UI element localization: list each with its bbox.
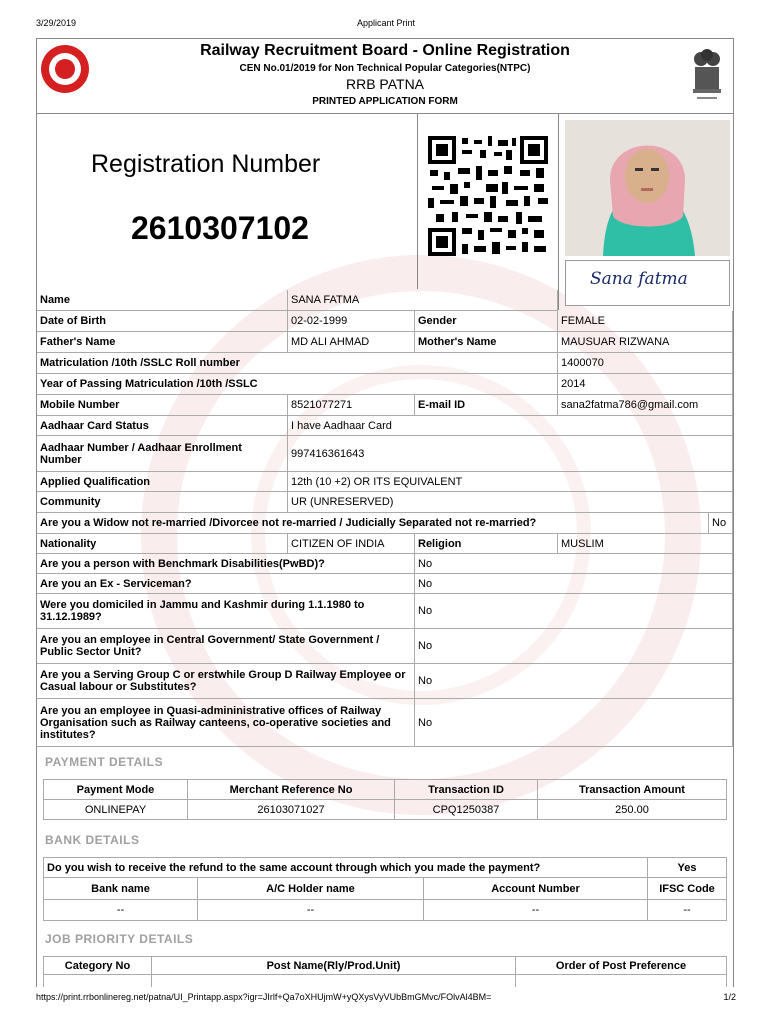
value-aadhaar-number: 997416361643 — [288, 436, 733, 472]
value-roll: 1400070 — [558, 353, 733, 374]
value-gender: FEMALE — [558, 311, 733, 332]
value-community: UR (UNRESERVED) — [288, 492, 733, 513]
photo-box — [558, 114, 734, 310]
value-qualification: 12th (10 +2) OR ITS EQUIVALENT — [288, 472, 733, 492]
bank-name-value: -- — [43, 899, 198, 921]
value-govt-employee: No — [415, 629, 733, 664]
label-widow: Are you a Widow not re-married /Divorcee not re-married / Judicially Separated not re-married? — [37, 513, 709, 534]
label-railway-employee: Are you a Serving Group C or erstwhile Group D Railway Employee or Casual labour or Substitutes? — [37, 664, 415, 699]
label-religion: Religion — [415, 534, 558, 554]
payment-amount: 250.00 — [537, 799, 727, 820]
cen-subtitle: CEN No.01/2019 for Non Technical Popular Categories(NTPC) — [239, 63, 531, 74]
label-govt-employee: Are you an employee in Central Government/ State Government / Public Sector Unit? — [37, 629, 415, 664]
job-row-category — [43, 974, 152, 987]
payment-mode: ONLINEPAY — [43, 799, 188, 820]
value-dob: 02-02-1999 — [288, 311, 415, 332]
label-father: Father's Name — [37, 332, 288, 353]
value-name: SANA FATMA — [288, 290, 558, 311]
label-name: Name — [37, 290, 288, 311]
form-name: PRINTED APPLICATION FORM — [312, 96, 458, 107]
label-community: Community — [37, 492, 288, 513]
value-religion: MUSLIM — [558, 534, 733, 554]
bank-header-holder: A/C Holder name — [197, 877, 424, 900]
value-jk-domicile: No — [415, 594, 733, 629]
value-exserviceman: No — [415, 574, 733, 594]
registration-box — [37, 114, 418, 289]
label-nationality: Nationality — [37, 534, 288, 554]
board-name: RRB PATNA — [345, 76, 425, 92]
value-nationality: CITIZEN OF INDIA — [288, 534, 415, 554]
print-date: 3/29/2019 — [36, 18, 77, 28]
print-footer — [36, 992, 736, 1002]
value-passing-year: 2014 — [558, 374, 733, 395]
form-header — [37, 39, 733, 114]
bank-refund-answer: Yes — [647, 857, 727, 878]
label-jk-domicile: Were you domiciled in Jammu and Kashmir during 1.1.1980 to 31.12.1989? — [37, 594, 415, 629]
label-dob: Date of Birth — [37, 311, 288, 332]
value-widow: No — [709, 513, 733, 534]
bank-refund-question: Do you wish to receive the refund to the same account through which you made the payment? — [43, 857, 648, 878]
print-url[interactable]: https://print.rrbonlinereg.net/patna/UI_Printapp.aspx?igr=JIrlf+Qa7oXHUjmW+yQXysVyVUbBmGMvc/FOlvAl4BM= — [36, 992, 492, 1002]
job-header-post-name: Post Name(Rly/Prod.Unit) — [151, 956, 516, 975]
value-aadhaar-status: I have Aadhaar Card — [288, 416, 733, 436]
label-aadhaar-status: Aadhaar Card Status — [37, 416, 288, 436]
bank-ifsc-value: -- — [647, 899, 727, 921]
job-header-preference: Order of Post Preference — [515, 956, 727, 975]
bank-header-name: Bank name — [43, 877, 198, 900]
value-father: MD ALI AHMAD — [288, 332, 415, 353]
registration-number: 2610307102 — [131, 210, 309, 246]
bank-account-value: -- — [423, 899, 648, 921]
applicant-signature: Sana fatma — [590, 269, 688, 289]
job-row-post-name — [151, 974, 516, 987]
payment-section-title: PAYMENT DETAILS — [45, 755, 163, 769]
job-header-category: Category No — [43, 956, 152, 975]
payment-header-transaction-id: Transaction ID — [394, 779, 538, 800]
value-mobile: 8521077271 — [288, 395, 415, 416]
payment-header-amount: Transaction Amount — [537, 779, 727, 800]
payment-merchant-ref: 26103071027 — [187, 799, 395, 820]
label-passing-year: Year of Passing Matriculation /10th /SSLC — [37, 374, 558, 395]
bank-holder-value: -- — [197, 899, 424, 921]
value-mother: MAUSUAR RIZWANA — [558, 332, 733, 353]
value-quasi-employee: No — [415, 699, 733, 747]
bank-header-ifsc: IFSC Code — [647, 877, 727, 900]
label-gender: Gender — [415, 311, 558, 332]
bank-section-title: BANK DETAILS — [45, 833, 140, 847]
label-mobile: Mobile Number — [37, 395, 288, 416]
signature-box — [565, 260, 730, 306]
value-email: sana2fatma786@gmail.com — [558, 395, 733, 416]
label-aadhaar-number: Aadhaar Number / Aadhaar Enrollment Number — [37, 436, 288, 472]
label-mother: Mother's Name — [415, 332, 558, 353]
job-section-title: JOB PRIORITY DETAILS — [45, 932, 194, 946]
payment-transaction-id: CPQ1250387 — [394, 799, 538, 820]
payment-header-mode: Payment Mode — [43, 779, 188, 800]
label-email: E-mail ID — [415, 395, 558, 416]
job-row-preference — [515, 974, 727, 987]
registration-label: Registration Number — [91, 150, 321, 178]
value-railway-employee: No — [415, 664, 733, 699]
label-qualification: Applied Qualification — [37, 472, 288, 492]
qr-box — [418, 114, 558, 289]
application-form — [36, 38, 734, 987]
print-title: Applicant Print — [356, 18, 416, 28]
applicant-photo — [565, 120, 730, 256]
payment-header-merchant-ref: Merchant Reference No — [187, 779, 395, 800]
label-exserviceman: Are you an Ex - Serviceman? — [37, 574, 415, 594]
label-quasi-employee: Are you an employee in Quasi-admininistrative offices of Railway Organisation such as Railway canteens, co-operative societies and institutes? — [37, 699, 415, 747]
label-pwbd: Are you a person with Benchmark Disabilities(PwBD)? — [37, 554, 415, 574]
qr-code-icon — [428, 136, 548, 256]
page-number: 1/2 — [723, 992, 736, 1002]
value-pwbd: No — [415, 554, 733, 574]
form-title: Railway Recruitment Board - Online Registration — [200, 42, 570, 59]
bank-header-account: Account Number — [423, 877, 648, 900]
label-roll: Matriculation /10th /SSLC Roll number — [37, 353, 558, 374]
